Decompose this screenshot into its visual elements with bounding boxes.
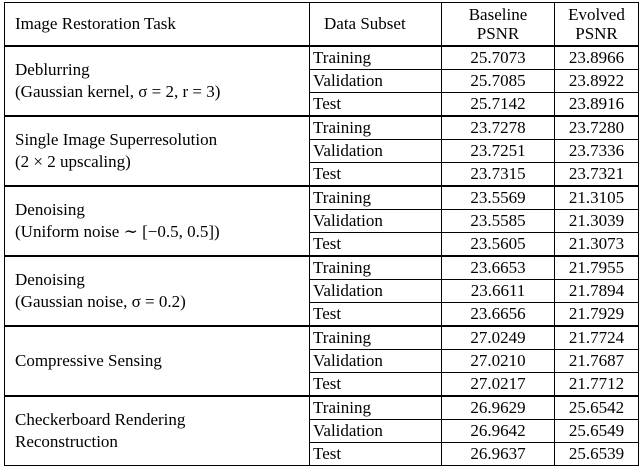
header-row: [5, 3, 639, 47]
baseline-psnr-cell: 25.7085: [442, 70, 555, 93]
table-row: [5, 186, 639, 210]
evolved-psnr-cell: 23.8922: [555, 70, 639, 93]
baseline-psnr-cell: 23.6656: [442, 303, 555, 327]
task-name: Checkerboard Rendering: [15, 410, 186, 429]
header-evolved-line2: PSNR: [575, 24, 618, 43]
subset-cell: Test: [310, 93, 442, 117]
evolved-psnr-cell: 21.7724: [555, 326, 639, 350]
baseline-psnr-cell: 26.9629: [442, 396, 555, 420]
subset-cell: Validation: [310, 420, 442, 443]
task-cell: [5, 396, 310, 466]
subset-cell: Validation: [310, 280, 442, 303]
subset-cell: Validation: [310, 210, 442, 233]
baseline-psnr-cell: 26.9642: [442, 420, 555, 443]
baseline-psnr-cell: 23.5569: [442, 186, 555, 210]
subset-cell: Test: [310, 373, 442, 397]
evolved-psnr-cell: 23.8916: [555, 93, 639, 117]
task-name: Denoising: [15, 200, 85, 219]
evolved-psnr-cell: 21.7955: [555, 256, 639, 280]
table-body: [5, 46, 639, 466]
header-task: Image Restoration Task: [5, 3, 310, 47]
evolved-psnr-cell: 23.7321: [555, 163, 639, 187]
baseline-psnr-cell: 23.6653: [442, 256, 555, 280]
task-name: Single Image Superresolution: [15, 130, 218, 149]
subset-cell: Training: [310, 326, 442, 350]
task-detail: Reconstruction: [15, 432, 118, 451]
task-cell: [5, 256, 310, 326]
task-detail: (Uniform noise ∼ [−0.5, 0.5]): [15, 222, 220, 241]
evolved-psnr-cell: 21.3073: [555, 233, 639, 257]
baseline-psnr-cell: 27.0210: [442, 350, 555, 373]
header-subset: Data Subset: [310, 3, 442, 47]
header-baseline-line2: PSNR: [476, 24, 520, 43]
results-table: [4, 2, 639, 466]
evolved-psnr-cell: 25.6549: [555, 420, 639, 443]
subset-cell: Training: [310, 396, 442, 420]
baseline-psnr-cell: 23.5605: [442, 233, 555, 257]
evolved-psnr-cell: 21.7929: [555, 303, 639, 327]
task-cell: [5, 326, 310, 396]
task-cell: [5, 46, 310, 116]
task-name: Deblurring: [15, 60, 90, 79]
task-detail: (2 × 2 upscaling): [15, 152, 131, 171]
header-evolved: [555, 3, 639, 47]
evolved-psnr-cell: 23.7336: [555, 140, 639, 163]
evolved-psnr-cell: 23.8966: [555, 46, 639, 70]
table-row: [5, 396, 639, 420]
task-name: Denoising: [15, 270, 85, 289]
evolved-psnr-cell: 23.7280: [555, 116, 639, 140]
evolved-psnr-cell: 21.7712: [555, 373, 639, 397]
baseline-psnr-cell: 27.0249: [442, 326, 555, 350]
task-cell: [5, 186, 310, 256]
baseline-psnr-cell: 23.7251: [442, 140, 555, 163]
subset-cell: Validation: [310, 350, 442, 373]
table-row: [5, 116, 639, 140]
baseline-psnr-cell: 25.7073: [442, 46, 555, 70]
task-name: Compressive Sensing: [15, 351, 162, 370]
subset-cell: Training: [310, 186, 442, 210]
subset-cell: Validation: [310, 140, 442, 163]
evolved-psnr-cell: 21.7687: [555, 350, 639, 373]
evolved-psnr-cell: 21.7894: [555, 280, 639, 303]
subset-cell: Test: [310, 163, 442, 187]
subset-cell: Test: [310, 233, 442, 257]
evolved-psnr-cell: 25.6539: [555, 443, 639, 466]
baseline-psnr-cell: 23.7278: [442, 116, 555, 140]
subset-cell: Validation: [310, 70, 442, 93]
task-detail: (Gaussian kernel, σ = 2, r = 3): [15, 82, 221, 101]
baseline-psnr-cell: 25.7142: [442, 93, 555, 117]
evolved-psnr-cell: 25.6542: [555, 396, 639, 420]
subset-cell: Training: [310, 256, 442, 280]
header-evolved-line1: Evolved: [568, 5, 625, 24]
baseline-psnr-cell: 23.7315: [442, 163, 555, 187]
subset-cell: Test: [310, 303, 442, 327]
task-detail: (Gaussian noise, σ = 0.2): [15, 292, 186, 311]
baseline-psnr-cell: 23.5585: [442, 210, 555, 233]
evolved-psnr-cell: 21.3105: [555, 186, 639, 210]
subset-cell: Test: [310, 443, 442, 466]
task-cell: [5, 116, 310, 186]
header-baseline: [442, 3, 555, 47]
baseline-psnr-cell: 27.0217: [442, 373, 555, 397]
table-row: [5, 256, 639, 280]
baseline-psnr-cell: 23.6611: [442, 280, 555, 303]
subset-cell: Training: [310, 46, 442, 70]
table-row: [5, 46, 639, 70]
evolved-psnr-cell: 21.3039: [555, 210, 639, 233]
table-row: [5, 326, 639, 350]
header-baseline-line1: Baseline: [468, 5, 528, 24]
subset-cell: Training: [310, 116, 442, 140]
baseline-psnr-cell: 26.9637: [442, 443, 555, 466]
